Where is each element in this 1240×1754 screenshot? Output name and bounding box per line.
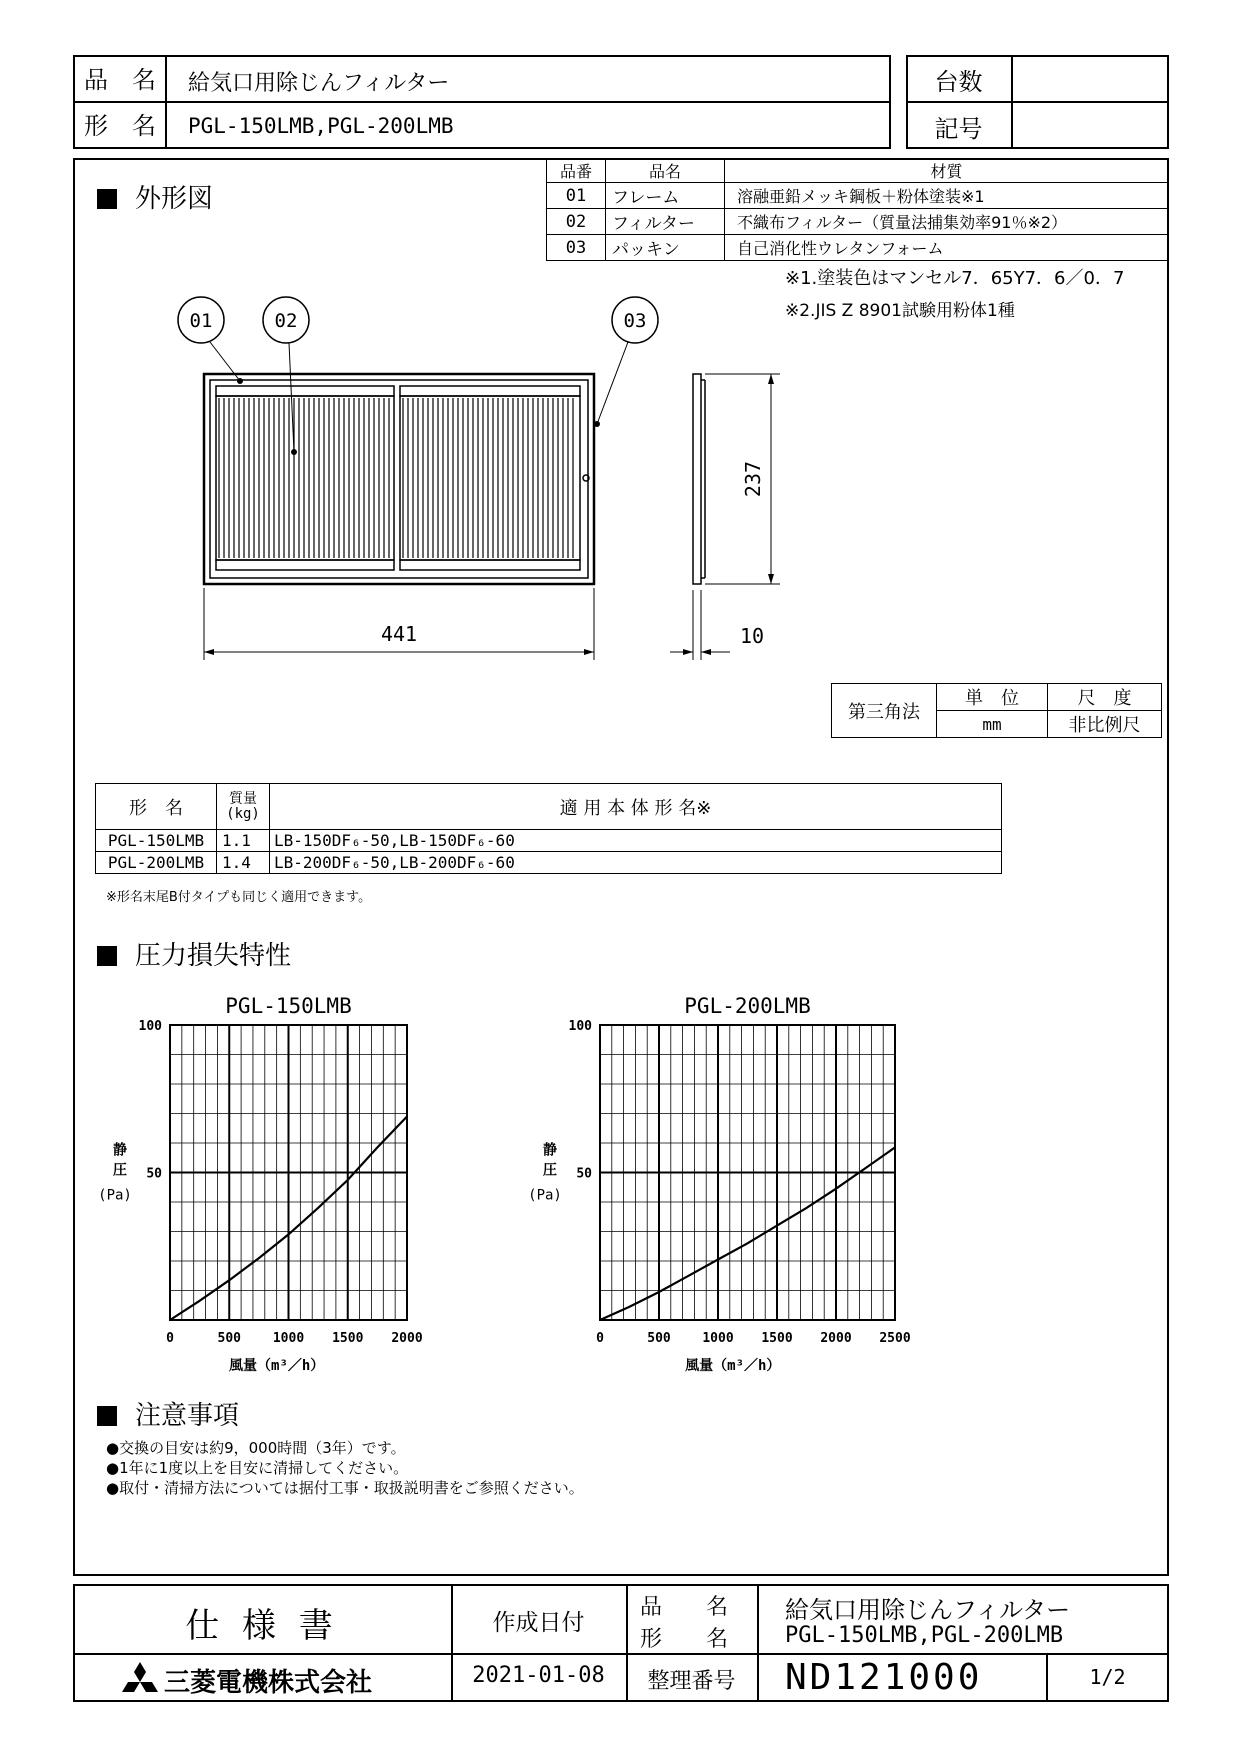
chart-yunit: (Pa)	[98, 1187, 132, 1204]
unit-value: mm	[937, 711, 1048, 738]
models-row-model: PGL-150LMB	[96, 830, 217, 852]
models-row-mass: 1.4	[217, 852, 270, 874]
models-row-applicable: LB-200DF₆-50,LB-200DF₆-60	[270, 852, 1002, 874]
parts-row-name: フレーム	[606, 183, 725, 209]
parts-row-name: フィルター	[606, 209, 725, 235]
models-header-mass-label: 質量	[229, 790, 257, 807]
callout-01: 01	[189, 310, 213, 332]
section-notes-title: 注意事項	[135, 1401, 240, 1431]
parts-footnote-1: ※1.塗装色はマンセル7．65Y7．6／0．7	[785, 268, 1125, 289]
chart-ytick-label: 50	[576, 1166, 592, 1182]
pressure-chart-200	[520, 985, 940, 1380]
doc-type: 仕 様 書	[185, 1606, 339, 1646]
chart-xtick-label: 1500	[332, 1331, 364, 1346]
parts-header-name: 品名	[606, 159, 725, 183]
parts-row-no: 01	[547, 183, 606, 209]
header-name-value: 給気口用除じんフィルター	[188, 71, 450, 96]
chart-title: PGL-150LMB	[225, 994, 352, 1018]
header-model-label: 形 名	[84, 112, 156, 140]
chart-xtick-label: 2000	[391, 1331, 423, 1346]
footer-model-label: 形 名	[640, 1627, 729, 1652]
section-notes-heading	[97, 1395, 239, 1432]
chart-ylabel: 静	[113, 1142, 127, 1159]
chart-xtick-label: 2500	[879, 1331, 911, 1346]
parts-row-material: 自己消化性ウレタンフォーム	[725, 235, 1169, 261]
models-row-applicable: LB-150DF₆-50,LB-150DF₆-60	[270, 830, 1002, 852]
chart-xlabel: 風量（m³／h）	[685, 1358, 781, 1374]
chart-xtick-label: 0	[166, 1331, 174, 1346]
parts-header-material: 材質	[725, 159, 1169, 183]
chart-xtick-label: 500	[217, 1331, 241, 1346]
chart-ylabel: 静	[543, 1142, 557, 1159]
chart-title: PGL-200LMB	[684, 994, 811, 1018]
callout-02: 02	[274, 310, 298, 332]
chart-xtick-label: 1000	[272, 1331, 305, 1346]
outline-drawing	[0, 0, 1240, 700]
unit-label: 単 位	[937, 684, 1048, 711]
dim-depth: 10	[739, 624, 765, 648]
square-bullet-icon	[97, 1406, 117, 1426]
parts-header-no: 品番	[547, 159, 606, 183]
pressure-chart-150	[90, 985, 470, 1380]
mitsubishi-logo-icon	[118, 1660, 162, 1698]
callout-03: 03	[623, 310, 647, 332]
models-header-mass-unit: (kg)	[226, 805, 260, 822]
parts-footnote-2: ※2.JIS Z 8901試験用粉体1種	[785, 301, 1015, 321]
parts-row-name: パッキン	[606, 235, 725, 261]
qty-label: 台数	[934, 68, 983, 96]
chart-xtick-label: 1500	[761, 1331, 793, 1346]
section-pressure-heading	[97, 935, 291, 972]
parts-row-material: 溶融亜鉛メッキ鋼板＋粉体塗装※1	[725, 183, 1169, 209]
parts-row-no: 02	[547, 209, 606, 235]
section-pressure-title: 圧力損失特性	[135, 941, 292, 971]
notes-list	[106, 1438, 584, 1498]
section-outline-title: 外形図	[135, 184, 214, 214]
chart-xlabel: 風量（m³／h）	[229, 1358, 325, 1374]
company-logo	[118, 1660, 418, 1700]
chart-ylabel: 圧	[113, 1162, 127, 1179]
models-header-applicable: 適 用 本 体 形 名※	[270, 784, 1002, 830]
models-table	[95, 783, 1002, 874]
chart-xtick-label: 500	[647, 1331, 671, 1346]
chart-yunit: (Pa)	[528, 1187, 562, 1204]
parts-row-material: 不織布フィルター（質量法捕集効率91％※2）	[725, 209, 1169, 235]
footer-name-value: 給気口用除じんフィルター	[785, 1596, 1071, 1624]
chart-ylabel: 圧	[543, 1162, 557, 1179]
parts-row-no: 03	[547, 235, 606, 261]
ref-value: ND121000	[785, 1657, 983, 1698]
models-header-model: 形 名	[96, 784, 217, 830]
chart-xtick-label: 2000	[820, 1331, 852, 1346]
mark-label: 記号	[934, 115, 983, 143]
created-label: 作成日付	[492, 1610, 585, 1636]
page-number: 1/2	[1089, 1665, 1126, 1689]
company-name: 三菱電機株式会社	[164, 1668, 373, 1698]
dim-width: 441	[380, 622, 418, 646]
scale-label: 尺 度	[1048, 684, 1162, 711]
header-name-label: 品 名	[84, 66, 156, 94]
chart-ytick-label: 100	[138, 1019, 162, 1034]
square-bullet-icon	[97, 946, 117, 966]
note-item: ●取付・清掃方法については据付工事・取扱説明書をご参照ください。	[106, 1479, 584, 1497]
note-item: ●1年に1度以上を目安に清掃してください。	[106, 1459, 409, 1477]
models-header-mass	[217, 784, 270, 830]
note-item: ●交換の目安は約9，000時間（3年）です。	[106, 1439, 406, 1457]
footer-model-value: PGL-150LMB,PGL-200LMB	[785, 1623, 1064, 1648]
created-date: 2021-01-08	[472, 1663, 605, 1688]
header-model-value: PGL-150LMB,PGL-200LMB	[188, 114, 454, 138]
dim-height: 237	[741, 460, 765, 498]
ref-label: 整理番号	[647, 1669, 736, 1694]
chart-ytick-label: 50	[146, 1166, 162, 1182]
models-row-mass: 1.1	[217, 830, 270, 852]
models-row-model: PGL-200LMB	[96, 852, 217, 874]
models-note: ※形名末尾B付タイプも同じく適用できます。	[106, 890, 372, 905]
projection-table	[831, 683, 1162, 738]
projection-method: 第三角法	[832, 684, 937, 738]
footer-name-label: 品 名	[640, 1595, 729, 1620]
chart-xtick-label: 0	[596, 1331, 604, 1346]
chart-ytick-label: 100	[568, 1019, 592, 1034]
scale-value: 非比例尺	[1048, 711, 1162, 738]
chart-xtick-label: 1000	[702, 1331, 734, 1346]
